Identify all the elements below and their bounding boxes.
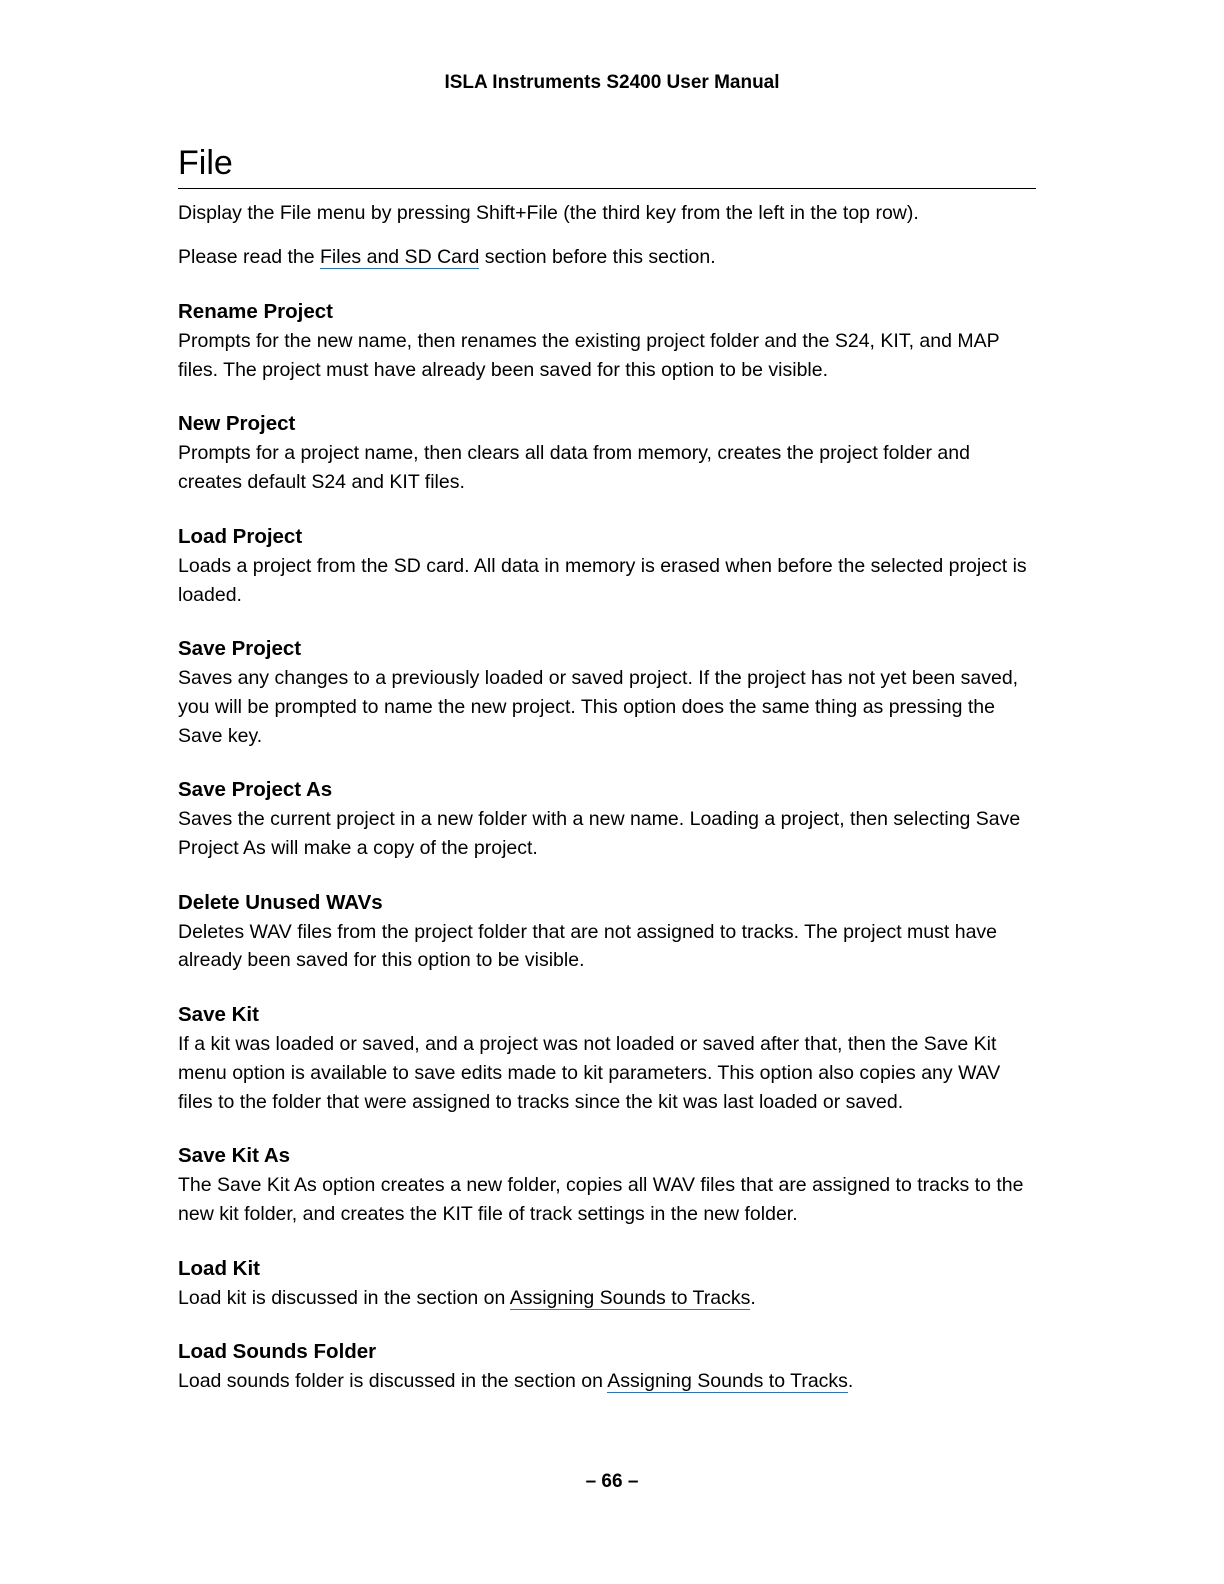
entry-body: Prompts for the new name, then renames the existing project folder and the S24, KIT, and MAP files. The project must have already been saved for this option to be visible. bbox=[178, 330, 1000, 381]
entry-body: Loads a project from the SD card. All data in memory is erased when before the selected project is loaded. bbox=[178, 554, 1027, 606]
intro-paragraph: Display the File menu by pressing Shift+File (the third key from the left in the top row). bbox=[178, 202, 919, 224]
entry-body bbox=[178, 1367, 1036, 1396]
entry-title: Save Project bbox=[178, 637, 302, 661]
entry-title: Load Project bbox=[178, 524, 303, 548]
entry-title: Save Project As bbox=[178, 778, 333, 802]
entry-save-kit bbox=[178, 1000, 1036, 1116]
entry-new-project bbox=[178, 409, 1036, 496]
running-header: ISLA Instruments S2400 User Manual bbox=[444, 72, 780, 93]
entry-body: Deletes WAV files from the project folder that are not assigned to tracks. The project must have already been saved for this option to be visible. bbox=[178, 920, 998, 972]
entry-text-before: Load kit is discussed in the section on bbox=[178, 1286, 510, 1309]
entry-title: Rename Project bbox=[178, 300, 333, 323]
entry-body bbox=[178, 1284, 1036, 1313]
entry-load-kit bbox=[178, 1254, 1036, 1313]
section-title: File bbox=[178, 140, 1036, 189]
entry-text-after: . bbox=[847, 1370, 854, 1393]
entry-save-kit-as bbox=[178, 1141, 1036, 1228]
entry-body: The Save Kit As option creates a new folder, copies all WAV files that are assigned to tracks to the new kit folder, and creates the KIT file of track settings in the new folder. bbox=[178, 1174, 1024, 1225]
intro-text-after: section before this section. bbox=[479, 246, 716, 268]
assigning-sounds-to-tracks-link[interactable]: Assigning Sounds to Tracks bbox=[607, 1370, 848, 1393]
entry-delete-unused-wavs bbox=[178, 888, 1036, 975]
entry-title: Save Kit As bbox=[178, 1144, 291, 1168]
entry-body: Saves the current project in a new folder with a new name. Loading a project, then selecting Save Project As will make a copy of the project. bbox=[178, 808, 1021, 860]
entry-body: If a kit was loaded or saved, and a project was not loaded or saved after that, then the Save Kit menu option is available to save edits made to kit parameters. This option also copies any WAV files to the folder that were assigned to tracks since the kit was last loaded or saved. bbox=[178, 1033, 1001, 1113]
page-content bbox=[178, 140, 1036, 1396]
entry-title: Save Kit bbox=[178, 1003, 259, 1027]
entry-title: New Project bbox=[178, 412, 296, 436]
page-number: – 66 – bbox=[585, 1471, 639, 1492]
entry-body: Prompts for a project name, then clears all data from memory, creates the project folder and creates default S24 and KIT files. bbox=[178, 442, 970, 494]
intro-text-before: Please read the bbox=[178, 246, 321, 268]
entry-text-before: Load sounds folder is discussed in the section on bbox=[178, 1370, 608, 1393]
entry-save-project bbox=[178, 634, 1036, 750]
entry-body: Saves any changes to a previously loaded or saved project. If the project has not yet been saved, you will be prompted to name the new project. This option does the same thing as pressing the Save key. bbox=[178, 667, 1019, 747]
entry-save-project-as bbox=[178, 775, 1036, 862]
read-first-paragraph bbox=[178, 243, 1036, 272]
entry-load-sounds-folder bbox=[178, 1337, 1036, 1396]
assigning-sounds-to-tracks-link[interactable]: Assigning Sounds to Tracks bbox=[509, 1286, 751, 1309]
entry-title: Delete Unused WAVs bbox=[178, 890, 383, 914]
entry-load-project bbox=[178, 522, 1036, 609]
files-and-sd-card-link[interactable]: Files and SD Card bbox=[320, 246, 480, 268]
entry-rename-project bbox=[178, 297, 1036, 384]
entry-text-after: . bbox=[750, 1286, 756, 1309]
entry-title: Load Kit bbox=[178, 1256, 260, 1280]
entry-title: Load Sounds Folder bbox=[178, 1340, 377, 1364]
